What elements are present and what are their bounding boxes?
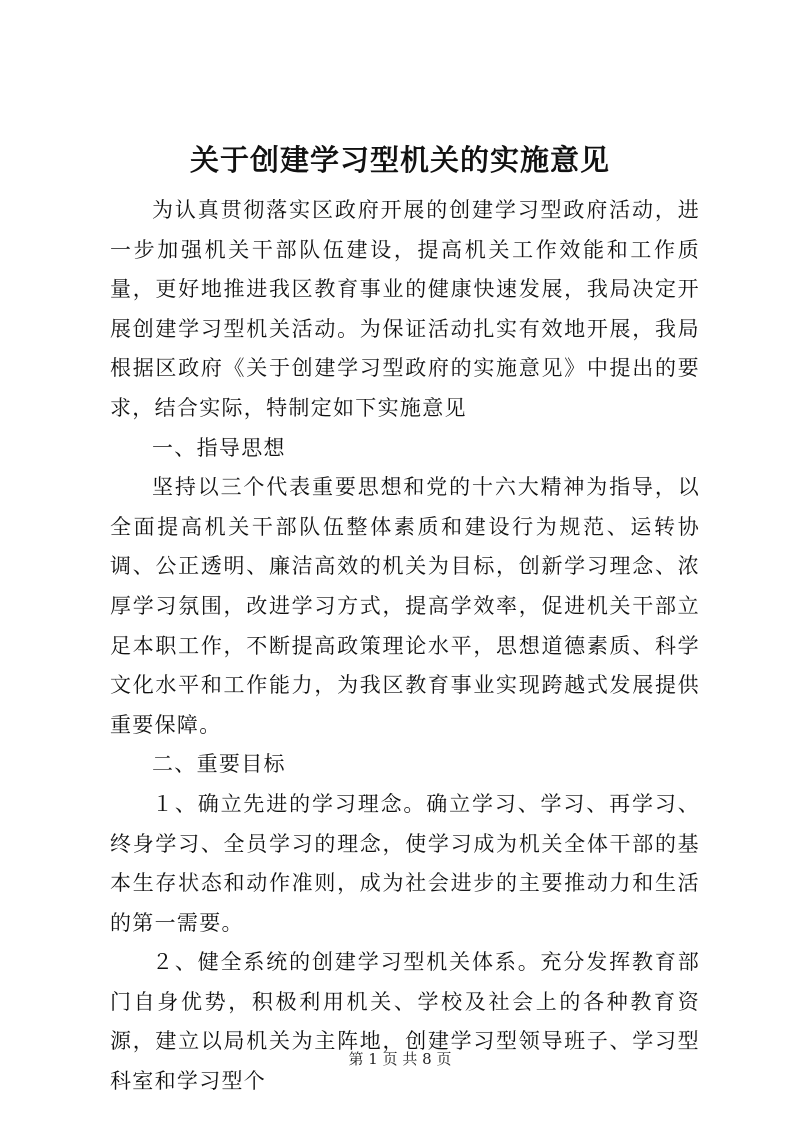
intro-paragraph: 为认真贯彻落实区政府开展的创建学习型政府活动，进一步加强机关干部队伍建设，提高机关工作效能和工作质量，更好地推进我区教育事业的健康快速发展，我局决定开展创建学习型机关活动。为保证活动扎实有效地开展，我局根据区政府《关于创建学习型政府的实施意见》中提出的要求，结合实际，特制定如下实施意见 xyxy=(110,198,700,420)
document-title: 关于创建学习型机关的实施意见 xyxy=(189,143,610,177)
goal-1-paragraph: １、确立先进的学习理念。确立学习、学习、再学习、终身学习、全员学习的理念，使学习成为机关全体干部的基本生存状态和动作准则，成为社会进步的主要推动力和生活的第一需要。 xyxy=(110,791,700,935)
goal-2-paragraph: ２、健全系统的创建学习型机关体系。充分发挥教育部门自身优势，积极利用机关、学校及社会上的各种教育资源，建立以局机关为主阵地，创建学习型领导班子、学习型科室和学习型个 xyxy=(110,950,700,1094)
guiding-ideology-paragraph: 坚持以三个代表重要思想和党的十六大精神为指导，以全面提高机关干部队伍整体素质和建设行为规范、运转协调、公正透明、廉洁高效的机关为目标，创新学习理念、浓厚学习氛围，改进学习方式，提高学效率，促进机关干部立足本职工作，不断提高政策理论水平，思想道德素质、科学文化水平和工作能力，为我区教育事业实现跨越式发展提供重要保障。 xyxy=(110,475,700,737)
section-heading-key-goals: 二、重要目标 xyxy=(152,752,286,777)
section-heading-guiding-ideology: 一、指导思想 xyxy=(152,435,286,460)
document-body xyxy=(110,191,700,1102)
page-indicator: 第 1 页 共 8 页 xyxy=(348,1050,452,1068)
